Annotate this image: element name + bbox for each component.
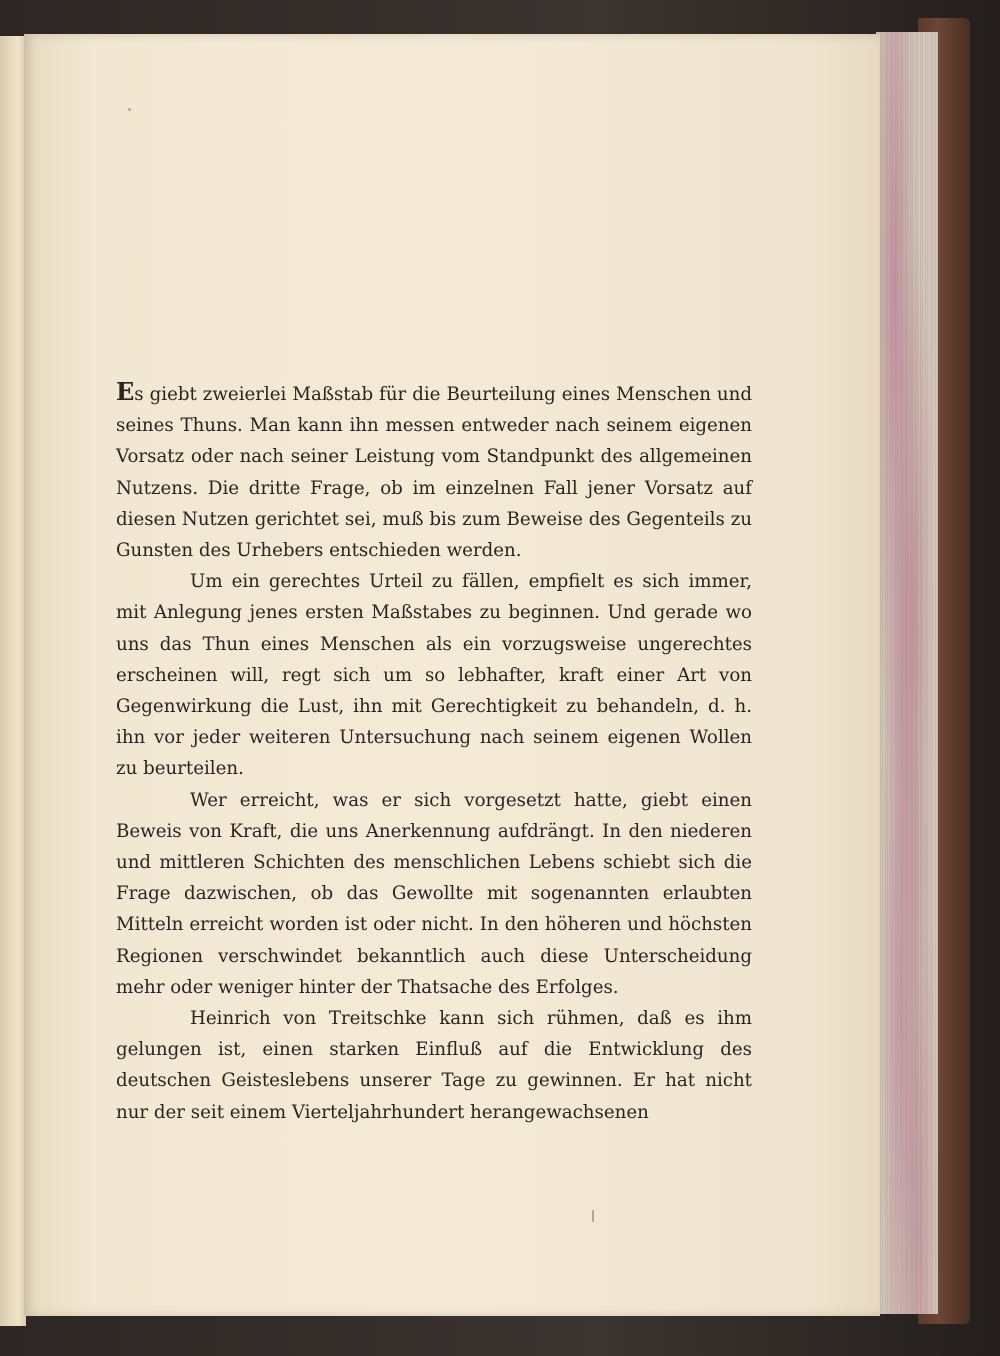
paragraph-2: Um ein gerechtes Urteil zu fällen, empfielt es sich immer, mit Anlegung jenes ersten Maßstabes zu beginnen. Und gerade wo uns das Thun eines Menschen als ein vorzugsweise ungerechtes erscheinen will, regt sich um so lebhafter, kraft einer Art von Gegenwirkung die Lust, ihn mit Gerechtigkeit zu behandeln, d. h. ihn vor jeder weiteren Untersuchung nach seinem eigenen Wollen zu beurteilen. [116,571,752,780]
paragraph-4: Heinrich von Treitschke kann sich rühmen, daß es ihm gelungen ist, einen starken Einfluß auf die Entwicklung des deutschen Geisteslebens unserer Tage zu gewinnen. Er hat nicht nur der seit einem Vierteljahrhundert herangewachsenen [116,1008,752,1123]
paper-mark [592,1210,594,1222]
paragraph-1-text: s giebt zweierlei Maßstab für die Beurteilung eines Menschen und seines Thuns. Man kann ihn messen entweder nach seinem eigenen Vorsatz oder nach seiner Leistung vom Standpunkt des allgemeinen Nutzens. Die dritte Frage, ob im einzelnen Fall jener Vorsatz auf diesen Nutzen gerichtet sei, muß bis zum Beweise des Gegenteils zu Gunsten des Urhebers entschieden werden. [116,384,752,562]
page-body-text [116,376,752,1128]
paragraph-1 [116,376,752,566]
paper-speck [128,108,131,111]
page-edges [876,32,938,1314]
initial-letter: E [116,377,135,406]
paragraph-3: Wer erreicht, was er sich vorgesetzt hatte, giebt einen Beweis von Kraft, die uns Anerkennung aufdrängt. In den niederen und mittleren Schichten des menschlichen Lebens schiebt sich die Frage dazwischen, ob das Gewollte mit sogenannten erlaubten Mitteln erreicht worden ist oder nicht. In den höheren und höchsten Regionen verschwindet bekanntlich auch diese Unterscheidung mehr oder weniger hinter der Thatsache des Erfolges. [116,789,752,998]
left-page-sliver [0,36,26,1326]
